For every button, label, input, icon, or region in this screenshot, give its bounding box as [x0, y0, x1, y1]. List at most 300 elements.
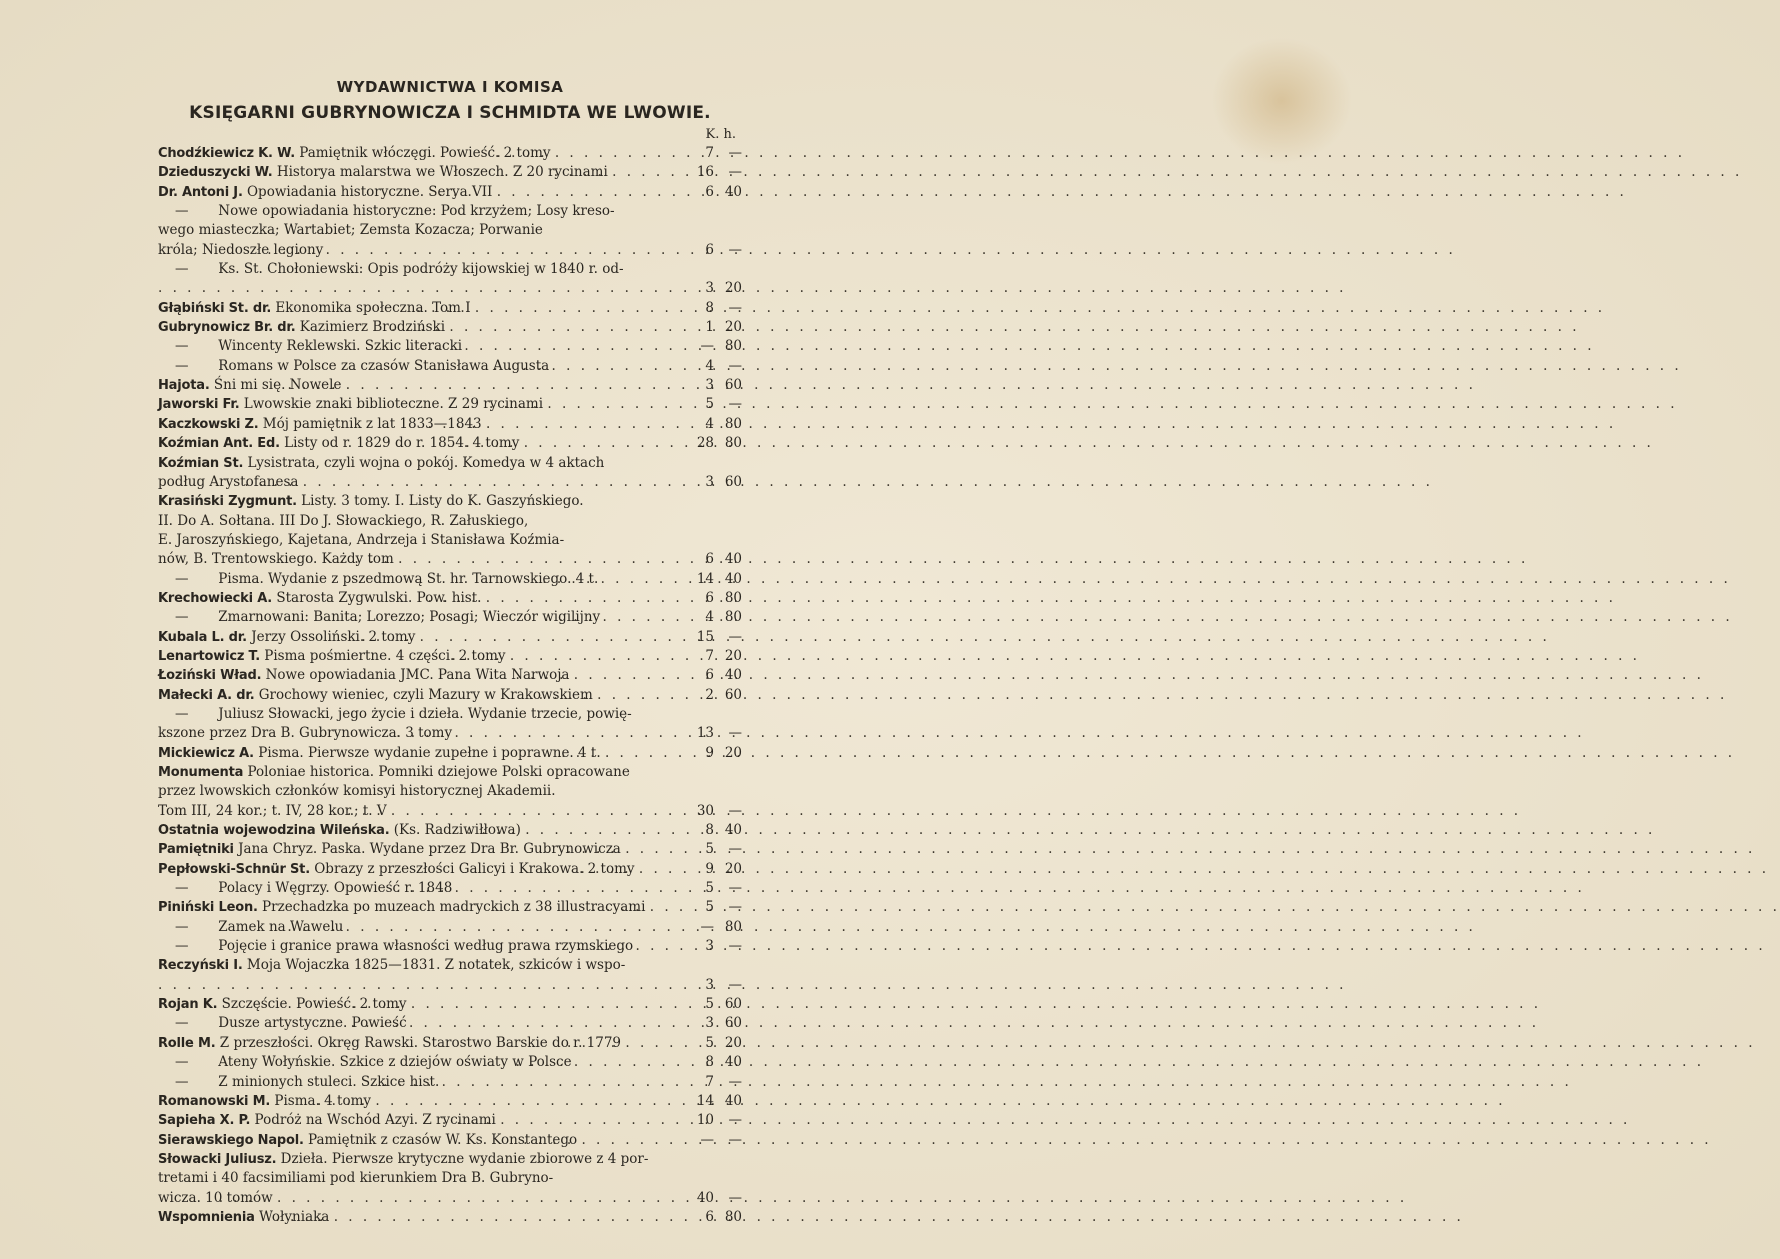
- dot-leader: [543, 395, 692, 414]
- price-hellers: 40: [724, 1054, 742, 1071]
- entry-dash: —: [175, 570, 189, 587]
- price-hellers: —: [728, 1131, 742, 1148]
- catalog-entry: [158, 1092, 742, 1111]
- catalog-entry: [158, 608, 742, 627]
- price-hellers: —: [728, 802, 742, 819]
- catalog-entry: [158, 454, 742, 493]
- price-crowns: 6: [705, 183, 714, 200]
- entry-price: [692, 666, 742, 685]
- price-hellers: 60: [724, 1015, 742, 1032]
- price-hellers: 20: [724, 280, 742, 297]
- entry-price-line: [175, 1073, 742, 1092]
- entry-line: tretami i 40 facsimiliami pod kierunkiem Dra B. Gubryno-: [158, 1170, 554, 1187]
- price-crowns: 8: [705, 1054, 714, 1071]
- entry-author: Monumenta: [158, 765, 244, 780]
- price-hellers: 60: [724, 686, 742, 703]
- catalog-entry: [158, 202, 742, 260]
- price-crowns: 3: [705, 473, 714, 490]
- price-crowns: 5: [705, 841, 714, 858]
- entry-price-line: [158, 318, 742, 337]
- entry-price-line: [214, 279, 742, 298]
- entry-title-text: Z przeszłości. Okręg Rawski. Starostwo Barskie do r. 1779: [219, 1034, 622, 1051]
- entry-price: [692, 183, 742, 202]
- dot-leader: [481, 589, 692, 608]
- catalog-entry: [158, 260, 742, 299]
- entry-price-line: [158, 241, 742, 260]
- price-hellers: 40: [724, 1092, 742, 1109]
- entry-author: Dzieduszycki W.: [158, 165, 273, 181]
- catalog-entry: [158, 918, 742, 937]
- price-hellers: —: [728, 628, 742, 645]
- dot-leader: [329, 1208, 692, 1227]
- entry-dash: —: [175, 918, 189, 935]
- entry-price-line: [158, 1208, 742, 1227]
- entry-title: [158, 840, 621, 859]
- price-crowns: 30: [696, 802, 714, 819]
- price-hellers: —: [728, 164, 742, 181]
- entry-price: [692, 995, 742, 1014]
- price-crowns: 6: [705, 1208, 714, 1225]
- entry-title-text: Podróż na Wschód Azyi. Z rycinami: [254, 1112, 496, 1129]
- price-hellers: 20: [724, 744, 742, 761]
- entry-price: [692, 550, 742, 569]
- catalog-entry: [158, 1034, 742, 1053]
- price-crowns: —: [700, 338, 714, 355]
- entry-price: [692, 1034, 742, 1053]
- entry-title-text: Tom III, 24 kor.; t. IV, 28 kor.; t. V: [158, 802, 387, 819]
- price-crowns: 5: [705, 396, 714, 413]
- entry-title-text: króla; Niedoszłe legiony: [158, 241, 324, 258]
- dot-leader: [407, 995, 692, 1014]
- entry-author: Małecki A. dr.: [158, 687, 255, 703]
- price-crowns: 7: [705, 1073, 714, 1090]
- entry-dash: —: [175, 1073, 189, 1090]
- entry-price-line: [175, 918, 742, 937]
- price-crowns: 40: [696, 1189, 714, 1206]
- dot-leader: [341, 376, 692, 395]
- entry-price-line: [158, 376, 742, 395]
- entry-text: Dzieła. Pierwsze krytyczne wydanie zbiorowe z 4 por-: [276, 1150, 649, 1167]
- entry-price-line: [158, 898, 742, 917]
- price-hellers: —: [728, 1073, 742, 1090]
- entry-price: [692, 279, 742, 298]
- entry-price-line: [175, 1014, 742, 1033]
- price-crowns: 5: [705, 899, 714, 916]
- catalog-entries: [158, 144, 742, 1227]
- entry-line: [175, 202, 742, 221]
- price-crowns: 15: [696, 628, 714, 645]
- dot-leader: [635, 860, 692, 879]
- dot-leader: [496, 1111, 692, 1130]
- catalog-entry: [158, 1131, 742, 1150]
- catalog-entry: [158, 357, 742, 376]
- entry-price: [692, 434, 742, 453]
- price-hellers: 80: [724, 338, 742, 355]
- entry-title-text: Śni mi się. Nowele: [213, 377, 342, 394]
- entry-title-text: Lwowskie znaki biblioteczne. Z 29 rycinami: [243, 396, 544, 413]
- entry-title-text: Wołyniaka: [258, 1208, 330, 1225]
- dot-leader: [471, 299, 692, 318]
- entry-price: [692, 898, 742, 917]
- dot-leader: [482, 415, 692, 434]
- entry-dash: —: [175, 338, 189, 355]
- entry-price-line: [158, 802, 742, 821]
- price-hellers: 80: [724, 589, 742, 606]
- entry-line: [158, 956, 742, 975]
- entry-price: [692, 976, 742, 995]
- price-hellers: 20: [724, 860, 742, 877]
- entry-price: [692, 802, 742, 821]
- entry-price: [692, 937, 742, 956]
- entry-price: [692, 1073, 742, 1092]
- entry-author: Łoziński Wład.: [158, 668, 262, 684]
- entry-title-text: Pamiętnik z czasów W. Ks. Konstantego: [308, 1131, 578, 1148]
- price-hellers: —: [728, 976, 742, 993]
- entry-price-line: [158, 1111, 742, 1130]
- price-crowns: 3: [705, 280, 714, 297]
- catalog-entry: [158, 1111, 742, 1130]
- catalog-entry: [158, 163, 742, 182]
- entry-price-line: [158, 666, 742, 685]
- entry-price: [692, 686, 742, 705]
- dot-leader: [394, 550, 692, 569]
- entry-line: [158, 763, 742, 782]
- price-crowns: 13: [696, 725, 714, 742]
- entry-dash: —: [175, 705, 189, 722]
- entry-title-text: Wincenty Reklewski. Szkic literacki: [218, 338, 463, 355]
- entry-author: Rojan K.: [158, 997, 218, 1013]
- price-crowns: 6: [705, 551, 714, 568]
- entry-title-text: Opowiadania historyczne. Serya VII: [246, 183, 493, 200]
- catalog-entry: [158, 705, 742, 744]
- entry-line: przez lwowskich członków komisyi historycznej Akademii.: [158, 783, 556, 800]
- dot-leader: [600, 608, 692, 627]
- catalog-entry: [158, 647, 742, 666]
- entry-title-text: kszone przez Dra B. Gubrynowicza. 3 tomy: [158, 725, 453, 742]
- entry-title-text: Pamiętnik włóczęgi. Powieść. 2 tomy: [299, 145, 551, 161]
- entry-title-text: Nowe opowiadania JMC. Pana Wita Narwoja: [265, 667, 570, 684]
- price-crowns: 8: [705, 299, 714, 316]
- entry-price-line: [175, 570, 742, 589]
- entry-dash: —: [175, 261, 189, 278]
- entry-price-line: [158, 415, 742, 434]
- entry-price-line: [158, 550, 742, 569]
- entry-title-text: Pisma. 4 tomy: [274, 1092, 372, 1109]
- catalog-entry: [158, 318, 742, 337]
- entry-price: [692, 1111, 742, 1130]
- dot-leader: [506, 647, 693, 666]
- entry-price-line: [158, 628, 742, 647]
- catalog-entry: [158, 1053, 742, 1072]
- entry-text: Poloniae historica. Pomniki dziejowe Polski opracowane: [243, 764, 630, 780]
- price-crowns: 14: [696, 1092, 714, 1109]
- entry-title-text: Przechadzka po muzeach madryckich z 38 illustracyami: [262, 899, 646, 916]
- dot-leader: [492, 183, 692, 202]
- price-hellers: —: [728, 396, 742, 413]
- entry-price: [692, 415, 742, 434]
- catalog-entry: [158, 1073, 742, 1092]
- entry-price-line: [158, 1034, 742, 1053]
- entry-author: Koźmian St.: [158, 455, 244, 471]
- catalog-entry: [158, 1014, 742, 1033]
- entry-price-line: [158, 840, 742, 859]
- entry-dash: —: [175, 357, 189, 374]
- catalog-entry: [158, 434, 742, 453]
- entry-author: Reczyński I.: [158, 958, 243, 974]
- entry-author: Romanowski M.: [158, 1093, 271, 1109]
- entry-price-line: [158, 183, 742, 202]
- price-crowns: 5: [705, 880, 714, 897]
- price-crowns: 6: [705, 241, 714, 258]
- entry-price-line: [158, 995, 742, 1014]
- entry-price: [692, 1014, 742, 1033]
- price-hellers: 60: [724, 996, 742, 1013]
- catalog-entry: [158, 686, 742, 705]
- entry-price-line: [158, 395, 742, 414]
- catalog-entry: [158, 589, 742, 608]
- price-hellers: 80: [724, 1208, 742, 1225]
- dot-leader: [445, 318, 692, 337]
- entry-text: Ks. St. Chołoniewski: Opis podróży kijowskiej w 1840 r. od-: [214, 261, 624, 278]
- price-hellers: 20: [724, 647, 742, 664]
- price-hellers: 60: [724, 473, 742, 490]
- entry-author: Słowacki Juliusz.: [158, 1151, 277, 1167]
- entry-price: [692, 163, 742, 182]
- price-hellers: 80: [724, 918, 742, 935]
- dot-leader: [551, 144, 692, 163]
- entry-text: Listy. 3 tomy. I. Listy do K. Gaszyńskiego.: [296, 493, 584, 510]
- entry-dash: —: [175, 203, 189, 220]
- entry-title-text: Dusze artystyczne. Powieść: [218, 1015, 407, 1032]
- entry-line: [175, 705, 742, 724]
- entry-price-line: [158, 589, 742, 608]
- price-hellers: —: [728, 145, 742, 161]
- dot-leader: [519, 434, 692, 453]
- entry-title-text: Kazimierz Brodziński: [299, 319, 446, 336]
- price-crowns: 28: [696, 435, 714, 452]
- price-crowns: —: [700, 918, 714, 935]
- entry-line: [158, 454, 742, 473]
- entry-text: Moja Wojaczka 1825—1831. Z notatek, szkiców i wspo-: [242, 957, 626, 974]
- dot-leader: [601, 744, 692, 763]
- entry-price-line: [175, 1053, 742, 1072]
- entry-author: Kubala L. dr.: [158, 629, 247, 645]
- entry-title: [158, 1034, 622, 1053]
- entry-line: wego miasteczka; Wartabiet; Zemsta Kozacza; Porwanie: [158, 222, 543, 239]
- entry-price-line: [158, 821, 742, 840]
- entry-price: [692, 1053, 742, 1072]
- price-hellers: —: [728, 880, 742, 897]
- dot-leader: [387, 802, 692, 821]
- entry-price: [692, 724, 742, 743]
- price-crowns: 5: [705, 1034, 714, 1051]
- entry-title: [158, 744, 601, 763]
- entry-price-line: [158, 144, 742, 163]
- entry-title-text: Starosta Zygwulski. Pow. hist.: [276, 589, 482, 606]
- entry-title-text: Mój pamiętnik z lat 1833—1843: [262, 415, 482, 432]
- dot-leader: [415, 628, 692, 647]
- catalog-entry: [158, 744, 742, 763]
- entry-line: E. Jaroszyńskiego, Kajetana, Andrzeja i Stanisława Koźmia-: [158, 531, 565, 548]
- entry-price: [692, 1092, 742, 1111]
- catalog-entry: [158, 666, 742, 685]
- price-crowns: 6: [705, 667, 714, 684]
- catalog-entry: [158, 570, 742, 589]
- dot-leader: [621, 1034, 692, 1053]
- price-crowns: 4: [705, 357, 714, 374]
- dot-leader: [462, 337, 692, 356]
- entry-author: Sierawskiego Napol.: [158, 1132, 304, 1148]
- entry-title-text: wicza. 10 tomów: [158, 1189, 273, 1206]
- dot-leader: [439, 1073, 692, 1092]
- price-crowns: 4: [705, 609, 714, 626]
- price-hellers: 40: [724, 667, 742, 684]
- price-hellers: —: [728, 725, 742, 742]
- entry-title: [158, 860, 635, 879]
- entry-author: Jaworski Fr.: [158, 397, 240, 413]
- entry-line: [158, 1150, 742, 1169]
- entry-price: [692, 840, 742, 859]
- price-hellers: —: [728, 241, 742, 258]
- entry-author: Dr. Antoni J.: [158, 184, 243, 200]
- catalog-entry: [158, 1208, 742, 1227]
- price-hellers: —: [728, 1112, 742, 1129]
- entry-title: [158, 898, 646, 917]
- entry-price-line: [158, 686, 742, 705]
- entry-price: [692, 1208, 742, 1227]
- entry-title-text: Grochowy wieniec, czyli Mazury w Krakowskiem: [258, 686, 593, 703]
- entry-author: Chodźkiewicz K. W.: [158, 146, 295, 161]
- entry-price: [692, 1189, 742, 1208]
- price-crowns: 5: [705, 996, 714, 1013]
- entry-author: Gubrynowicz Br. dr.: [158, 320, 296, 336]
- entry-price-line: [158, 299, 742, 318]
- entry-dash: —: [175, 609, 189, 626]
- price-hellers: —: [728, 299, 742, 316]
- entry-price: [692, 318, 742, 337]
- entry-price-line: [158, 163, 742, 182]
- price-hellers: 40: [724, 551, 742, 568]
- dot-leader: [407, 1014, 692, 1033]
- dot-leader: [572, 1053, 692, 1072]
- dot-leader: [645, 898, 692, 917]
- entry-dash: —: [175, 1054, 189, 1071]
- entry-title: [158, 686, 593, 705]
- entry-price: [692, 395, 742, 414]
- dot-leader: [371, 1092, 692, 1111]
- price-hellers: —: [728, 357, 742, 374]
- entry-price: [692, 473, 742, 492]
- entry-price-line: [158, 1092, 742, 1111]
- dot-leader: [273, 1189, 692, 1208]
- entry-price-line: [158, 1131, 742, 1150]
- entry-title: [175, 608, 601, 627]
- entry-author: Piniński Leon.: [158, 900, 258, 916]
- price-crowns: 9: [705, 744, 714, 761]
- price-crowns: 3: [705, 377, 714, 394]
- dot-leader: [212, 976, 692, 995]
- entry-price-line: [158, 724, 742, 743]
- entry-price: [692, 879, 742, 898]
- entry-price: [692, 1131, 742, 1150]
- entry-title-text: Pisma. Pierwsze wydanie zupełne i poprawne. 4 t.: [258, 744, 601, 761]
- dot-leader: [214, 279, 692, 298]
- entry-title-text: Romans w Polsce za czasów Stanisława Augusta: [218, 357, 550, 374]
- entry-price-line: [158, 473, 742, 492]
- dot-leader: [521, 821, 692, 840]
- price-hellers: —: [728, 938, 742, 955]
- entry-title-text: Historya malarstwa we Włoszech. Z 20 rycinami: [276, 164, 608, 181]
- entry-author: Mickiewicz A.: [158, 745, 254, 761]
- entry-price-line: [175, 337, 742, 356]
- entry-author: Ostatnia wojewodzina Wileńska.: [158, 823, 390, 839]
- entry-author: Kaczkowski Z.: [158, 416, 259, 432]
- entry-author: Sapieha X. P.: [158, 1113, 251, 1129]
- price-crowns: 3: [705, 976, 714, 993]
- entry-title-text: Pisma pośmiertne. 4 części. 2 tomy: [264, 647, 506, 664]
- entry-dash: —: [175, 1015, 189, 1032]
- entry-line: II. Do A. Sołtana. III Do J. Słowackiego, R. Załuskiego,: [158, 512, 529, 529]
- price-crowns: 16: [696, 164, 714, 181]
- catalog-entry: [158, 376, 742, 395]
- price-hellers: 40: [724, 570, 742, 587]
- entry-price: [692, 918, 742, 937]
- dot-leader: [633, 937, 692, 956]
- price-crowns: 4: [705, 415, 714, 432]
- entry-price: [692, 860, 742, 879]
- price-hellers: 40: [724, 183, 742, 200]
- dot-leader: [577, 1131, 692, 1150]
- price-hellers: 20: [724, 1034, 742, 1051]
- entry-line: [175, 260, 742, 279]
- catalog-entry: [158, 763, 742, 821]
- dot-leader: [593, 686, 692, 705]
- price-hellers: 60: [724, 377, 742, 394]
- price-crowns: 6: [705, 589, 714, 606]
- price-crowns: 2: [705, 686, 714, 703]
- entry-author: Hajota.: [158, 378, 210, 394]
- catalog-entry: [158, 840, 742, 859]
- price-crowns: 8: [705, 822, 714, 839]
- catalog-entry: [158, 144, 742, 163]
- entry-title-text: Jana Chryz. Paska. Wydane przez Dra Br. Gubrynowicza: [238, 841, 621, 858]
- entry-author: Wspomnienia: [158, 1209, 255, 1225]
- catalog-entry: [158, 860, 742, 879]
- entry-price: [692, 376, 742, 395]
- entry-text: Nowe opowiadania historyczne: Pod krzyżem; Losy kreso-: [214, 203, 615, 220]
- entry-title-text: podług Arystofanesa: [158, 473, 299, 490]
- price-hellers: —: [728, 899, 742, 916]
- catalog-entry: [158, 299, 742, 318]
- price-hellers: 80: [724, 415, 742, 432]
- entry-title-text: Pisma. Wydanie z pszedmową St. hr. Tarnowskiego. 4 t.: [218, 570, 599, 587]
- entry-price-line: [175, 937, 742, 956]
- entry-author: Krasiński Zygmunt.: [158, 494, 297, 510]
- entry-price: [692, 744, 742, 763]
- entry-author: Pamiętniki: [158, 842, 234, 858]
- entry-title: [158, 163, 608, 182]
- dot-leader: [569, 666, 692, 685]
- catalog-heading-publisher: WYDAWNICTWA I KOMISA: [336, 78, 564, 96]
- entry-text: Juliusz Słowacki, jego życie i dzieła. Wydanie trzecie, powię-: [214, 705, 632, 722]
- dot-leader: [608, 163, 692, 182]
- entry-price: [692, 647, 742, 666]
- price-crowns: 3: [705, 1015, 714, 1032]
- price-crowns: 3: [705, 938, 714, 955]
- entry-price-line: [158, 1189, 742, 1208]
- price-hellers: 40: [724, 822, 742, 839]
- catalog-entry: [158, 492, 742, 569]
